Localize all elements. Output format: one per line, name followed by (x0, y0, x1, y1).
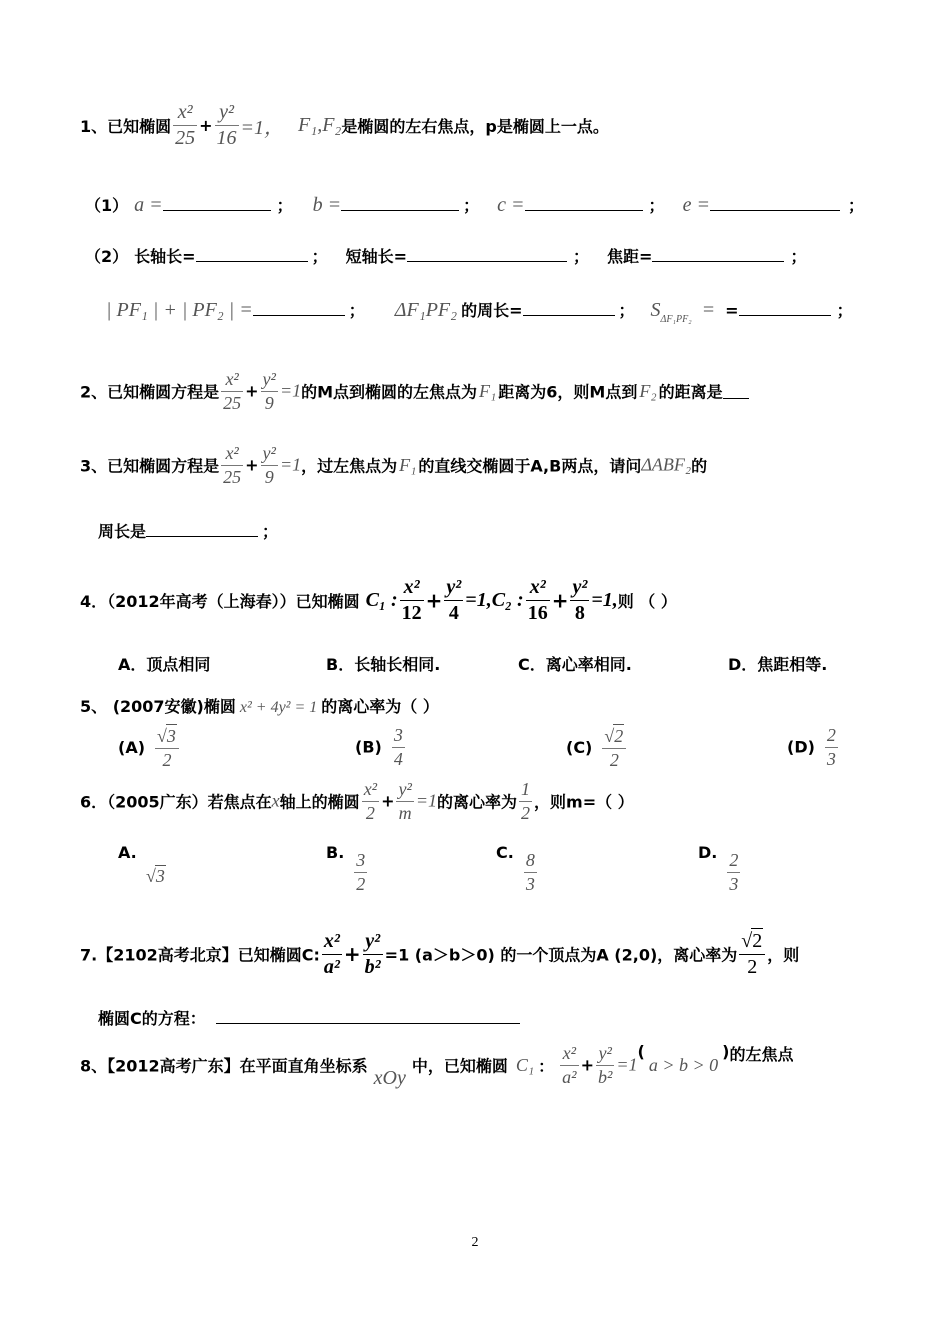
q8-prefix: 8、【2012高考广东】在平面直角坐标系 (80, 1056, 368, 1076)
q1-part2-row2: | PF₁ | + | PF₂ | = ； ΔF₁PF₂ 的周长= ； $S_{\Delta F_1PF_2}$ = = ； (106, 299, 853, 325)
q1-eq: =1， (240, 117, 285, 139)
q7-line: 7.【2102高考北京】已知椭圆C: $\frac{\text{x²}}{\text{a²}}$ + $\frac{\text{y²}}{\text{b²}}$ =1 (a＞b＞0) 的一个顶点为A (2,0)，离心率为 $\frac{√2}{2}$ ，则 (80, 929, 800, 978)
q5-prefix: 5、 (2007安徽)椭圆 (80, 697, 236, 716)
q4-prefix: 4．（2012年高考（上海春））已知椭圆 (80, 592, 360, 611)
q3-perimeter-label: 周长是 (98, 522, 147, 541)
q7-answer-blank[interactable] (216, 1009, 520, 1024)
q8-line: 8、【2012高考广东】在平面直角坐标系xOy中，已知椭圆 C₁ ： $\frac{\text{x²}}{\text{a²}}$ + $\frac{\text{y²}}{\text{b²}}$ =1(a > b > 0)的左焦点 (80, 1042, 794, 1089)
q6-prefix: 6．（2005广东）若焦点在 (80, 792, 272, 812)
q5-option-c-value: $\frac{√2}{2}$ (602, 724, 626, 771)
q6-option-d-value: $\frac{2}{3}$ (729, 850, 739, 894)
q4-option-d[interactable]: D．焦距相等. (728, 655, 828, 674)
q6-line: 6．（2005广东）若焦点在x轴上的椭圆 $\frac{\text{x²}}{2}$ + $\frac{\text{y²}}{m}$ =1的离心率为 $\frac{1}{2}$ ，则m=（ ） (80, 779, 634, 823)
q2-mid: 的M点到椭圆的左焦点为 (301, 382, 478, 402)
q1-e-label: e = (682, 194, 710, 216)
q1-focal-label: 焦距= (607, 247, 653, 266)
q1-focal-blank[interactable] (652, 247, 784, 262)
q1-a-label: a = (134, 194, 163, 216)
q7-prefix: 7.【2102高考北京】已知椭圆C: (80, 945, 320, 965)
q6-option-a[interactable]: A. √3 (118, 843, 165, 886)
q2-prefix: 2、已知椭圆方程是 (80, 382, 220, 402)
q5-option-a-value: $\frac{√3}{2}$ (155, 724, 179, 771)
q1-line: 1、已知椭圆 $\frac{\text{x²}}{25}$ + $\frac{\text{y²}}{16}$ =1， F₁,F₂是椭圆的左右焦点，p是椭圆上一点。 (80, 101, 609, 149)
q1-area-blank[interactable] (739, 301, 831, 316)
q8-frac-y: $\frac{\text{y²}}{\text{b²}}$ (597, 1043, 613, 1087)
q8-coordinate-system: xOy (373, 1066, 406, 1089)
q1-frac-y: $\frac{\text{y²}}{16}$ (216, 101, 237, 149)
q7-eccentricity: $\frac{√2}{2}$ (739, 928, 765, 980)
q5-option-a[interactable]: (A) $\frac{√3}{2}$ (118, 724, 181, 776)
q4-c2-frac-y: $\frac{\text{y²}}{8}$ (572, 576, 588, 624)
q1-perimeter-blank[interactable] (523, 301, 615, 316)
q2-line: 2、已知椭圆方程是 $\frac{\text{x²}}{25}$ + $\frac{\text{y²}}{9}$ =1的M点到椭圆的左焦点为 F₁ 距离为6，则M点到 F₂ 的距离是 (80, 368, 749, 420)
q1-short-axis-label: 短轴长= (345, 247, 407, 266)
q7-frac-y: $\frac{\text{y²}}{\text{b²}}$ (364, 929, 381, 978)
q6-option-a-value: √3 (146, 866, 165, 886)
q6-frac-x: $\frac{\text{x²}}{2}$ (363, 779, 378, 823)
q1-long-axis-blank[interactable] (196, 247, 308, 262)
q1-frac-x: $\frac{\text{x²}}{25}$ (175, 101, 196, 149)
q7-line2 (98, 1006, 520, 1029)
q4-c1-frac-x: $\frac{\text{x²}}{12}$ (401, 576, 422, 624)
q1-perimeter-label: 的周长= (461, 301, 523, 320)
q7-mid: =1 (a＞b＞0) 的一个顶点为A (2,0)，离心率为 (384, 945, 738, 965)
q4-c2-frac-x: $\frac{\text{x²}}{16}$ (527, 576, 548, 624)
q1-suffix: 是椭圆的左右焦点，p是椭圆上一点。 (341, 117, 609, 136)
q5-option-b-value: $\frac{3}{4}$ (393, 725, 403, 769)
q1-part1: （1） a = ； b = ； c = ； e = ； (85, 194, 864, 216)
q4-c1-frac-y: $\frac{\text{y²}}{4}$ (446, 576, 462, 624)
q3-line2: 周长是 ； (98, 522, 279, 541)
q2-frac-y: $\frac{\text{y²}}{9}$ (262, 369, 276, 413)
q1-area-subscript: ΔF₁PF₂ (660, 314, 692, 325)
q6-option-d[interactable]: D. $\frac{2}{3}$ (698, 843, 739, 894)
q1-part1-label: （1） (85, 196, 129, 215)
q1-e-blank[interactable] (710, 196, 840, 211)
q3-frac-x: $\frac{\text{x²}}{25}$ (223, 443, 242, 487)
q1-a-blank[interactable] (163, 196, 271, 211)
q1-sum-blank[interactable] (253, 301, 345, 316)
q1-b-label: b = (312, 194, 342, 216)
q4-line: 4．（2012年高考（上海春））已知椭圆 C₁ : $\frac{\text{x²}}{12}$ + $\frac{\text{y²}}{4}$ =1,C₂ : $\frac{\text{x²}}{16}$ + $\frac{\text{y²}}{8}$ =1,则 （ ） (80, 576, 677, 624)
q6-option-c[interactable]: C. $\frac{8}{3}$ (496, 843, 535, 894)
q3-triangle: ΔABF₂ (641, 454, 692, 475)
q4-option-c[interactable]: C．离心率相同. (518, 655, 632, 674)
q6-frac-y: $\frac{\text{y²}}{m}$ (398, 779, 412, 823)
q1-c-blank[interactable] (525, 196, 643, 211)
q5-option-c[interactable]: (C) $\frac{√2}{2}$ (566, 724, 628, 776)
q1-b-blank[interactable] (341, 196, 459, 211)
q2-answer-blank[interactable] (723, 384, 749, 399)
q5-option-d-value: $\frac{2}{3}$ (826, 725, 836, 769)
q1-c-label: c = (497, 194, 525, 216)
q5-option-b[interactable]: (B) $\frac{3}{4}$ (355, 725, 403, 769)
q6-option-b-value: $\frac{3}{2}$ (356, 850, 366, 894)
q1-triangle: ΔF₁PF₂ (394, 299, 458, 321)
q5-option-d[interactable]: (D) $\frac{2}{3}$ (787, 725, 836, 769)
q1-prefix: 1、已知椭圆 (80, 117, 172, 136)
q4-option-b[interactable]: B．长轴长相同. (326, 655, 441, 674)
q2-frac-x: $\frac{\text{x²}}{25}$ (223, 369, 242, 413)
q1-foci: F₁,F₂ (298, 114, 342, 136)
q7-equation-label: 椭圆C的方程： (98, 1009, 206, 1028)
q3-line: 3、已知椭圆方程是 $\frac{\text{x²}}{25}$ + $\frac{\text{y²}}{9}$ =1，过左焦点为 F₁ 的直线交椭圆于A,B两点，请问ΔABF₂的 (80, 443, 708, 487)
q4-option-a[interactable]: A．顶点相同 (118, 655, 211, 674)
q8-frac-x: $\frac{\text{x²}}{\text{a²}}$ (562, 1043, 577, 1087)
q5-equation: x² + 4y² = 1 (239, 699, 318, 716)
q6-option-b[interactable]: B. $\frac{3}{2}$ (326, 843, 366, 894)
q8-condition: a > b > 0 (648, 1054, 719, 1075)
q6-frac-half: $\frac{1}{2}$ (521, 779, 531, 823)
q3-frac-y: $\frac{\text{y²}}{9}$ (262, 443, 276, 487)
q7-frac-x: $\frac{\text{x²}}{\text{a²}}$ (323, 929, 340, 978)
q6-option-c-value: $\frac{8}{3}$ (525, 850, 535, 894)
q3-prefix: 3、已知椭圆方程是 (80, 456, 220, 476)
q3-answer-blank[interactable] (146, 522, 258, 537)
q1-area-symbol: S (650, 299, 661, 321)
page-number: 2 (471, 1235, 479, 1250)
q1-long-axis-label: 长轴长= (134, 247, 196, 266)
q1-short-axis-blank[interactable] (407, 247, 567, 262)
q1-part2-label: （2） (85, 247, 129, 266)
q5-line: 5、 (2007安徽)椭圆 x² + 4y² = 1 的离心率为（ ） (80, 697, 439, 716)
q1-sum-expr: | PF₁ | + | PF₂ | = (106, 299, 253, 321)
q1-part2: （2） 长轴长= ； 短轴长= ； 焦距= ； (85, 247, 807, 266)
